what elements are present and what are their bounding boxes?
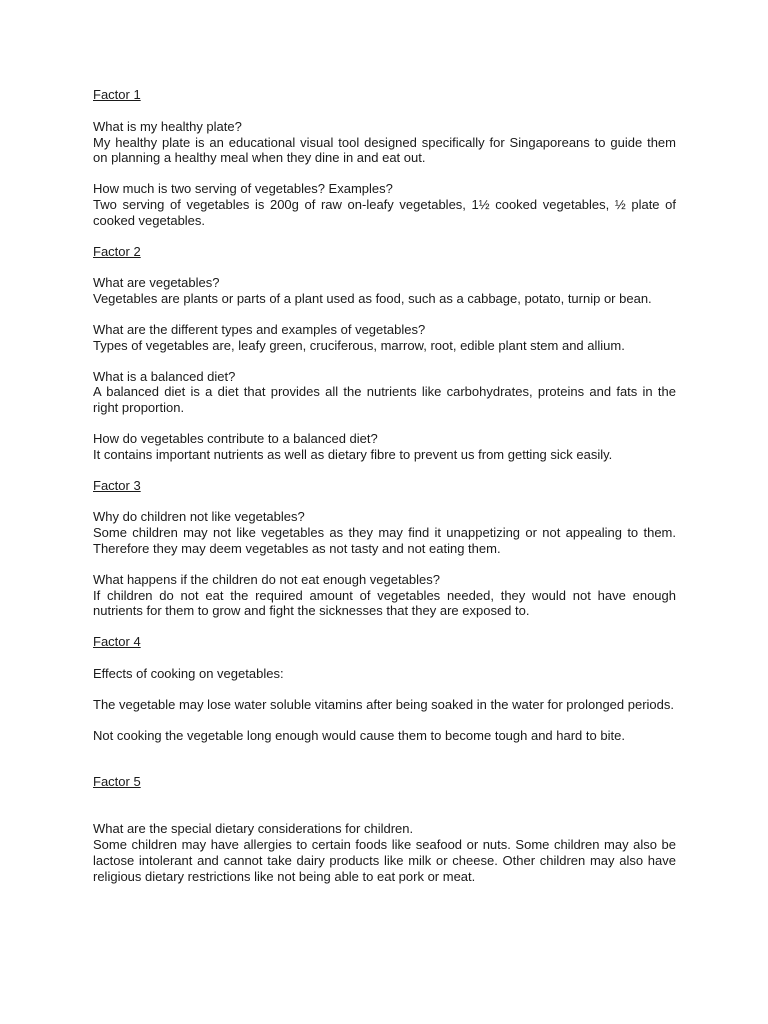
question-text: What are vegetables? bbox=[93, 275, 220, 291]
qa-block bbox=[93, 181, 676, 228]
question-text: What happens if the children do not eat enough vegetables? bbox=[93, 571, 440, 587]
factor-1-heading: Factor 1 bbox=[93, 87, 141, 102]
qa-block bbox=[93, 275, 676, 307]
question-text: What are the special dietary considerations for children. bbox=[93, 821, 414, 837]
point-text: Not cooking the vegetable long enough would cause them to become tough and hard to bite. bbox=[93, 727, 625, 743]
qa-block bbox=[93, 322, 676, 354]
question-text: What is my healthy plate? bbox=[93, 118, 242, 134]
answer-text: Some children may not like vegetables as they may find it unappetizing or not appealing to them. Therefore they may deem vegetables as not tasty and not eating them. bbox=[93, 525, 676, 556]
answer-text: If children do not eat the required amount of vegetables needed, they would not have enough nutrients for them to grow and fight the sicknesses that they are exposed to. bbox=[93, 587, 676, 619]
factor-2-heading: Factor 2 bbox=[93, 243, 141, 259]
question-text: How much is two serving of vegetables? Examples? bbox=[93, 181, 393, 197]
qa-block bbox=[93, 509, 676, 556]
qa-block bbox=[93, 119, 676, 166]
question-text: What are the different types and examples of vegetables? bbox=[93, 321, 426, 337]
factor-4-heading: Factor 4 bbox=[93, 634, 141, 650]
answer-text: A balanced diet is a diet that provides all the nutrients like carbohydrates, proteins and fats in the right proportion. bbox=[93, 384, 676, 416]
answer-text: Some children may have allergies to certain foods like seafood or nuts. Some children may also be lactose intolerant and cannot take dairy products like milk or cheese. Other children may also have religious dietary restrictions like not being able to eat pork or meat. bbox=[93, 836, 676, 884]
point-text: The vegetable may lose water soluble vitamins after being soaked in the water for prolonged periods. bbox=[93, 696, 674, 712]
answer-text: Vegetables are plants or parts of a plant used as food, such as a cabbage, potato, turnip or bean. bbox=[93, 291, 652, 307]
qa-block bbox=[93, 821, 676, 884]
qa-block bbox=[93, 572, 676, 619]
answer-text: My healthy plate is an educational visual tool designed specifically for Singaporeans to guide them on planning a healthy meal when they dine in and eat out. bbox=[93, 134, 676, 166]
answer-text: It contains important nutrients as well as dietary fibre to prevent us from getting sick easily. bbox=[93, 446, 613, 462]
factor-5-heading: Factor 5 bbox=[93, 774, 141, 790]
question-text: How do vegetables contribute to a balanced diet? bbox=[93, 430, 378, 446]
question-text: What is a balanced diet? bbox=[93, 368, 236, 384]
qa-block bbox=[93, 431, 676, 463]
qa-block bbox=[93, 369, 676, 416]
factor-3-heading: Factor 3 bbox=[93, 477, 141, 493]
intro-text: Effects of cooking on vegetables: bbox=[93, 665, 284, 681]
answer-text: Two serving of vegetables is 200g of raw on-leafy vegetables, 1½ cooked vegetables, ½ plate of cooked vegetables. bbox=[93, 196, 676, 228]
answer-text: Types of vegetables are, leafy green, cruciferous, marrow, root, edible plant stem and allium. bbox=[93, 337, 625, 353]
question-text: Why do children not like vegetables? bbox=[93, 509, 305, 525]
document-page bbox=[93, 87, 676, 884]
